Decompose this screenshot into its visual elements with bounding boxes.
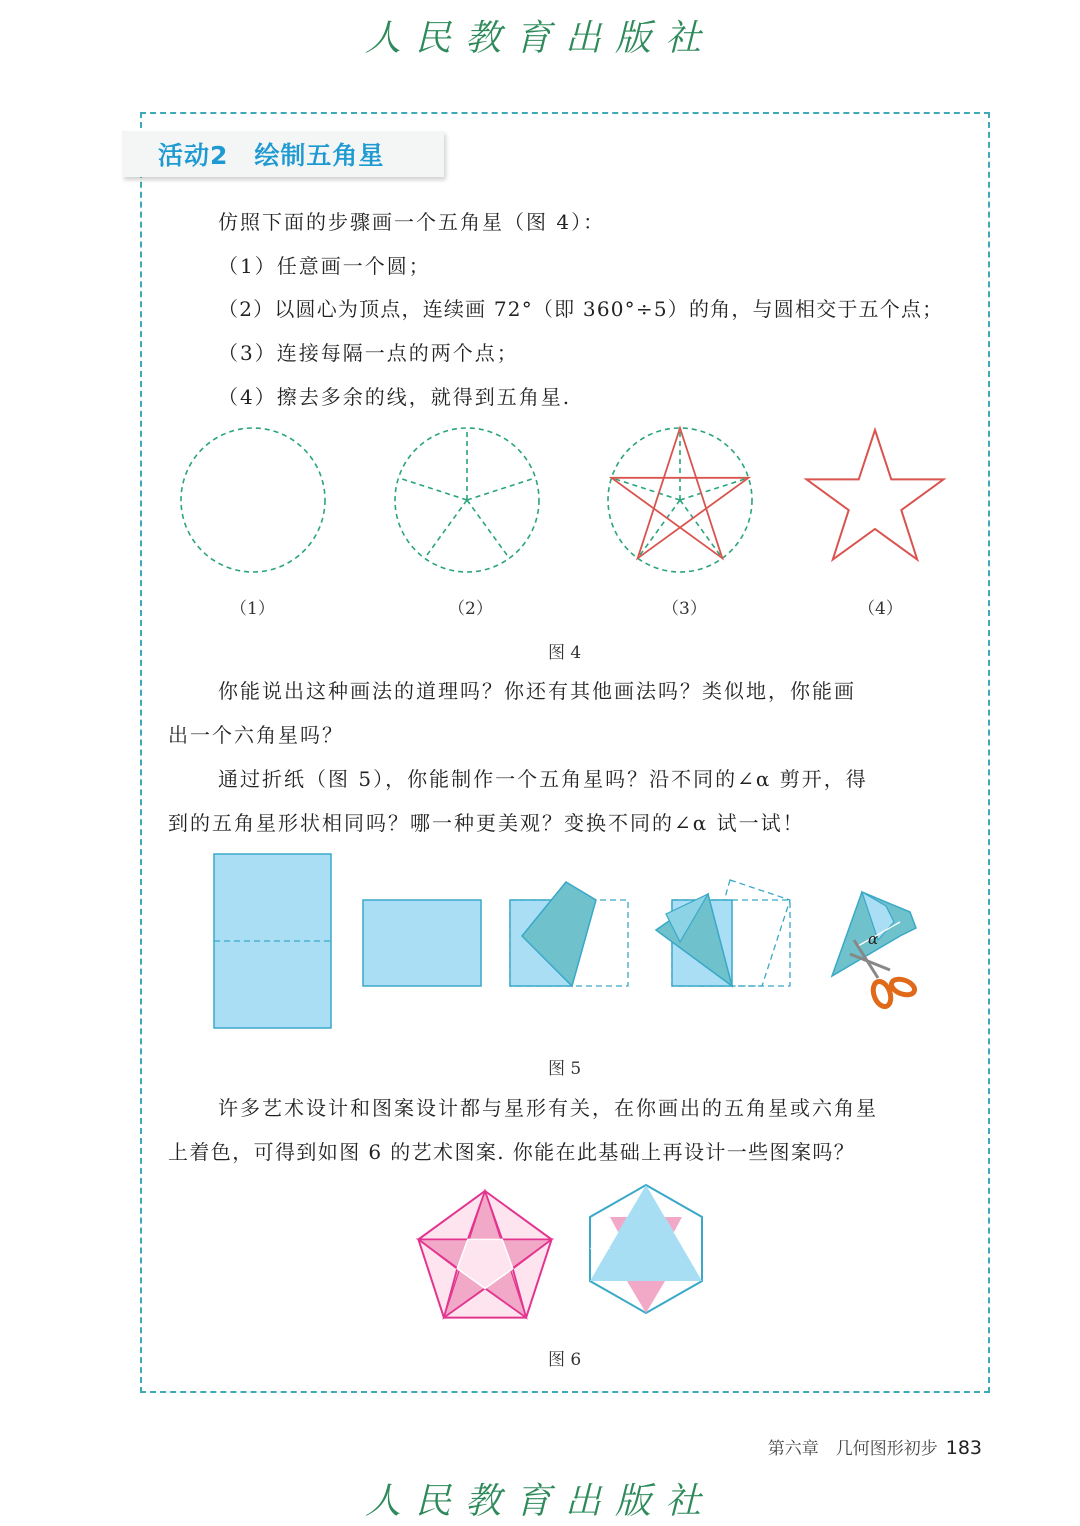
- para1-line1: 你能说出这种画法的道理吗？你还有其他画法吗？类似地，你能画: [218, 679, 856, 703]
- fig5-cut-step: [832, 892, 917, 1009]
- fig4-circle-1: [181, 428, 325, 572]
- fig5-fold-step-1: [510, 882, 628, 986]
- step-3: （3）连接每隔一点的两个点；: [218, 341, 519, 365]
- fig5-fold-step-2: [656, 880, 790, 986]
- chapter-title: 第六章 几何图形初步: [767, 1439, 938, 1459]
- para2-line2: 到的五角星形状相同吗？哪一种更美观？变换不同的∠α 试一试！: [168, 811, 805, 835]
- page-footer: [768, 1434, 982, 1459]
- fig5-angle-label: α: [868, 930, 879, 948]
- fig4-star-lines: [612, 428, 749, 558]
- fig6-hexagon-star: [590, 1185, 702, 1313]
- intro-text: 仿照下面的步骤画一个五角星（图 4）：: [218, 210, 606, 234]
- fig4-caption: 图 4: [548, 643, 582, 663]
- fig4-label-4: （4）: [858, 599, 903, 619]
- figure-4: [160, 420, 980, 590]
- fig4-radii: [399, 428, 536, 558]
- para3-line2: 上着色，可得到如图 6 的艺术图案. 你能在此基础上再设计一些图案吗？: [168, 1140, 856, 1164]
- figure-6: [415, 1180, 715, 1330]
- step-1: （1）任意画一个圆；: [218, 254, 431, 278]
- figure-5: [210, 850, 930, 1035]
- publisher-logo-bottom: 人民教育出版社: [364, 1481, 715, 1522]
- para2-line1: 通过折纸（图 5），你能制作一个五角星吗？沿不同的∠α 剪开，得: [218, 767, 868, 791]
- para1-line2: 出一个六角星吗？: [168, 723, 344, 747]
- activity-title-tab: [122, 131, 444, 177]
- step-4: （4）擦去多余的线，就得到五角星.: [218, 385, 572, 409]
- fig4-label-3: （3）: [662, 599, 707, 619]
- fig6-caption: 图 6: [548, 1350, 582, 1370]
- fig5-caption: 图 5: [548, 1059, 582, 1079]
- fig4-star-outline: [807, 430, 944, 560]
- fig6-pentagon-star: [418, 1191, 551, 1318]
- fig5-paper-full: [214, 854, 331, 1028]
- scissors-icon: [850, 940, 917, 1009]
- fig5-paper-folded: [363, 900, 481, 986]
- para3-line1: 许多艺术设计和图案设计都与星形有关，在你画出的五角星或六角星: [218, 1096, 878, 1120]
- fig4-label-1: （1）: [230, 599, 275, 619]
- step-2: （2）以圆心为顶点，连续画 72°（即 360°÷5）的角，与圆相交于五个点；: [218, 297, 944, 321]
- publisher-logo-top: 人民教育出版社: [364, 18, 715, 59]
- page-number: 183: [945, 1437, 982, 1459]
- fig4-label-2: （2）: [448, 599, 493, 619]
- activity-title: 活动2 绘制五角星: [158, 141, 385, 170]
